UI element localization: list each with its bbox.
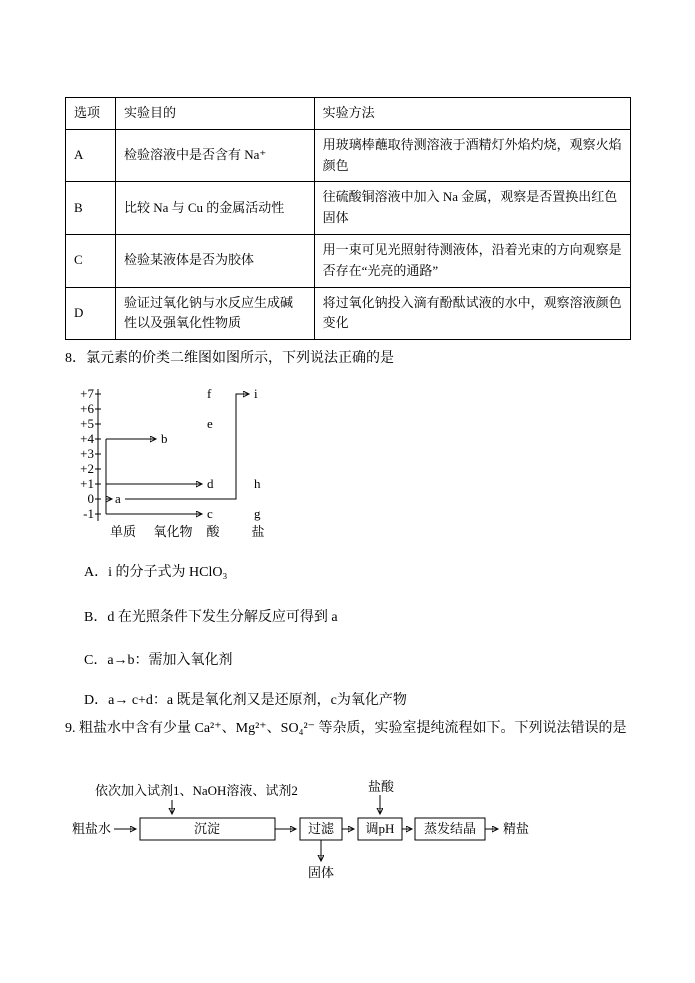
cell-option: B — [66, 182, 116, 235]
experiment-table — [65, 97, 631, 340]
cell-option: C — [66, 234, 116, 287]
acid-label: 盐酸 — [368, 779, 395, 794]
q8-option-a: A．i 的分子式为 HClO₃ — [84, 565, 228, 580]
path-a-to-i — [125, 394, 249, 499]
x-category-label: 氧化物 — [153, 524, 193, 539]
point-h: h — [254, 476, 261, 491]
table-row — [66, 182, 631, 235]
valence-class-diagram — [68, 386, 308, 544]
table-header-row — [66, 98, 631, 130]
point-c: c — [207, 506, 213, 521]
table-row — [66, 129, 631, 182]
point-b: b — [161, 431, 168, 446]
y-tick-label: +3 — [80, 446, 94, 461]
y-tick-label: +4 — [80, 431, 94, 446]
y-tick-label: +6 — [80, 401, 94, 416]
x-category-label: 盐 — [251, 524, 265, 539]
cell-option: A — [66, 129, 116, 182]
step-label: 沉淀 — [193, 821, 221, 836]
flow-output-label: 精盐 — [503, 821, 530, 836]
col-header-purpose: 实验目的 — [115, 98, 314, 130]
col-header-method: 实验方法 — [314, 98, 630, 130]
cell-purpose: 检验溶液中是否含有 Na⁺ — [115, 129, 314, 182]
col-header-option: 选项 — [66, 98, 116, 130]
reagents-label: 依次加入试剂1、NaOH溶液、试剂2 — [95, 783, 298, 798]
cell-purpose: 验证过氧化钠与水反应生成碱性以及强氧化性物质 — [115, 287, 314, 340]
step-label: 过滤 — [307, 821, 335, 836]
point-f: f — [207, 386, 212, 401]
cell-option: D — [66, 287, 116, 340]
cell-method: 用玻璃棒蘸取待测溶液于酒精灯外焰灼烧，观察火焰颜色 — [314, 129, 630, 182]
x-category-label: 酸 — [206, 524, 220, 539]
point-a: a — [115, 491, 121, 506]
table-row — [66, 234, 631, 287]
step-label: 蒸发结晶 — [423, 821, 477, 836]
point-d: d — [207, 476, 214, 491]
cell-purpose: 比较 Na 与 Cu 的金属活动性 — [115, 182, 314, 235]
cell-purpose: 检验某液体是否为胶体 — [115, 234, 314, 287]
question-8-stem: 8．氯元素的价类二维图如图所示，下列说法正确的是 — [65, 351, 394, 366]
table-row — [66, 287, 631, 340]
solid-label: 固体 — [307, 865, 335, 880]
y-tick-label: +1 — [80, 476, 94, 491]
y-tick-label: +2 — [80, 461, 94, 476]
y-tick-label: +7 — [80, 386, 94, 401]
y-tick-label: -1 — [83, 506, 94, 521]
step-label: 调pH — [365, 821, 395, 836]
q8-option-d: D．a→ c+d：a 既是氧化剂又是还原剂，c为氧化产物 — [84, 693, 407, 708]
cell-method: 将过氧化钠投入滴有酚酞试液的水中，观察溶液颜色变化 — [314, 287, 630, 340]
purification-flow-diagram — [68, 773, 633, 885]
q8-option-b: B．d 在光照条件下发生分解反应可得到 a — [84, 610, 338, 625]
x-category-label: 单质 — [109, 524, 137, 539]
point-e: e — [207, 416, 213, 431]
y-tick-label: +5 — [80, 416, 94, 431]
point-g: g — [254, 506, 261, 521]
flow-input-label: 粗盐水 — [72, 821, 112, 836]
q8-option-c: C．a→b：需加入氧化剂 — [84, 653, 233, 668]
cell-method: 用一束可见光照射待测液体，沿着光束的方向观察是否存在“光亮的通路” — [314, 234, 630, 287]
question-9-stem: 9. 粗盐水中含有少量 Ca²⁺、Mg²⁺、SO₄²⁻ 等杂质，实验室提纯流程如下。下列说法错误的是 — [65, 721, 627, 736]
cell-method: 往硫酸铜溶液中加入 Na 金属，观察是否置换出红色固体 — [314, 182, 630, 235]
y-tick-label: 0 — [87, 491, 94, 506]
point-i: i — [254, 386, 258, 401]
